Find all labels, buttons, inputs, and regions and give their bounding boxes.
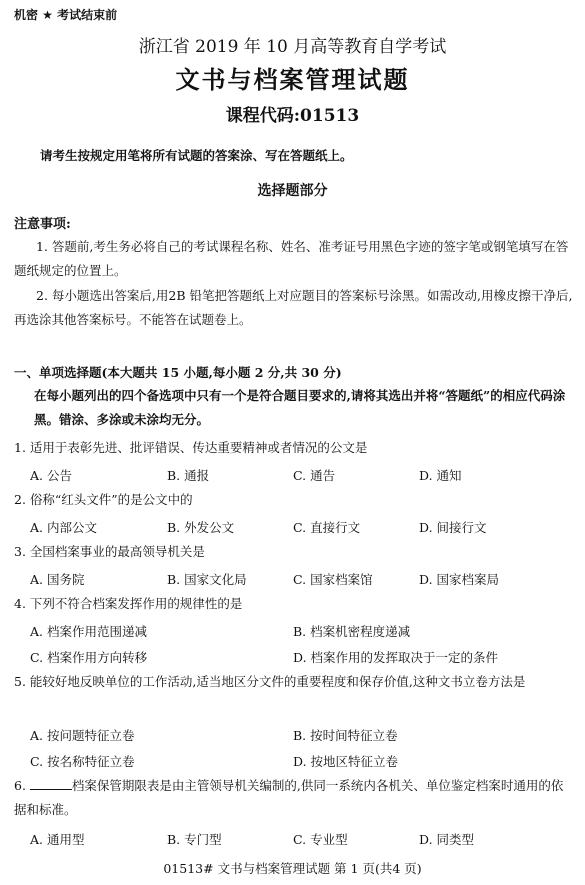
- option-a: A. 内部公文: [30, 520, 97, 535]
- notes-heading: 注意事项:: [14, 217, 71, 232]
- option-c: C. 按名称特征立卷: [30, 754, 135, 769]
- secret-mark: 机密 ★ 考试结束前: [14, 8, 118, 22]
- option-c: C. 直接行文: [293, 520, 361, 535]
- part-heading: 一、单项选择题(本大题共 15 小题,每小题 2 分,共 30 分): [14, 365, 342, 380]
- question-stem: 5. 能较好地反映单位的工作活动,适当地区分文件的重要程度和保存价值,这种文书立卷方法是: [14, 674, 526, 689]
- question-stem: 3. 全国档案事业的最高领导机关是: [14, 544, 205, 559]
- note-item: [14, 284, 574, 332]
- option-b: B. 国家文化局: [167, 572, 247, 587]
- option-d: D. 同类型: [419, 832, 475, 847]
- option-c: C. 通告: [293, 468, 336, 483]
- option-b: B. 外发公文: [167, 520, 235, 535]
- option-a: A. 国务院: [30, 572, 85, 587]
- note-item: [14, 235, 574, 283]
- note-item-text: 2. 每小题选出答案后,用2B 铅笔把答题纸上对应题目的答案标号涂黑。如需改动,用橡皮擦干净后,再选涂其他答案标号。不能答在试题卷上。: [14, 288, 573, 327]
- option-a: A. 档案作用范围递减: [30, 624, 147, 639]
- option-b: B. 按时间特征立卷: [293, 728, 398, 743]
- option-d: D. 通知: [419, 468, 462, 483]
- option-b: B. 档案机密程度递减: [293, 624, 411, 639]
- option-a: A. 按问题特征立卷: [30, 728, 135, 743]
- option-d: D. 按地区特征立卷: [293, 754, 399, 769]
- question-stem: 4. 下列不符合档案发挥作用的规律性的是: [14, 596, 243, 611]
- main-title: 文书与档案管理试题: [175, 65, 410, 94]
- option-a: A. 公告: [30, 468, 72, 483]
- question-stem: [14, 774, 574, 822]
- course-code: 课程代码:01513: [225, 106, 360, 126]
- option-c: C. 档案作用方向转移: [30, 650, 148, 665]
- option-b: B. 专门型: [167, 832, 222, 847]
- option-d: D. 间接行文: [419, 520, 487, 535]
- part-description: 在每小题列出的四个备选项中只有一个是符合题目要求的,请将其选出并将“答题纸”的相应代码涂黑。错涂、多涂或未涂均无分。: [34, 388, 566, 427]
- option-a: A. 通用型: [30, 832, 85, 847]
- question-number: 6.: [14, 778, 30, 793]
- option-d: D. 档案作用的发挥取决于一定的条件: [293, 650, 499, 665]
- option-b: B. 通报: [167, 468, 210, 483]
- question-stem: 1. 适用于表彰先进、批评错误、传达重要精神或者情况的公文是: [14, 440, 368, 455]
- section-title: 选择题部分: [257, 183, 328, 199]
- exam-title: 浙江省 2019 年 10 月高等教育自学考试: [138, 37, 447, 57]
- question-stem: 2. 俗称“红头文件”的是公文中的: [14, 492, 193, 507]
- option-d: D. 国家档案局: [419, 572, 500, 587]
- option-c: C. 专业型: [293, 832, 348, 847]
- note-item-text: 1. 答题前,考生务必将自己的考试课程名称、姓名、准考证号用黑色字迹的签字笔或钢笔填写在答题纸规定的位置上。: [14, 239, 569, 278]
- fill-blank: [30, 777, 72, 790]
- option-c: C. 国家档案馆: [293, 572, 373, 587]
- page-footer: 01513# 文书与档案管理试题 第 1 页(共4 页): [163, 861, 422, 876]
- answer-instruction: 请考生按规定用笔将所有试题的答案涂、写在答题纸上。: [40, 148, 353, 163]
- question-text: 档案保管期限表是由主管领导机关编制的,供同一系统内各机关、单位鉴定档案时通用的依据和标准。: [14, 778, 564, 817]
